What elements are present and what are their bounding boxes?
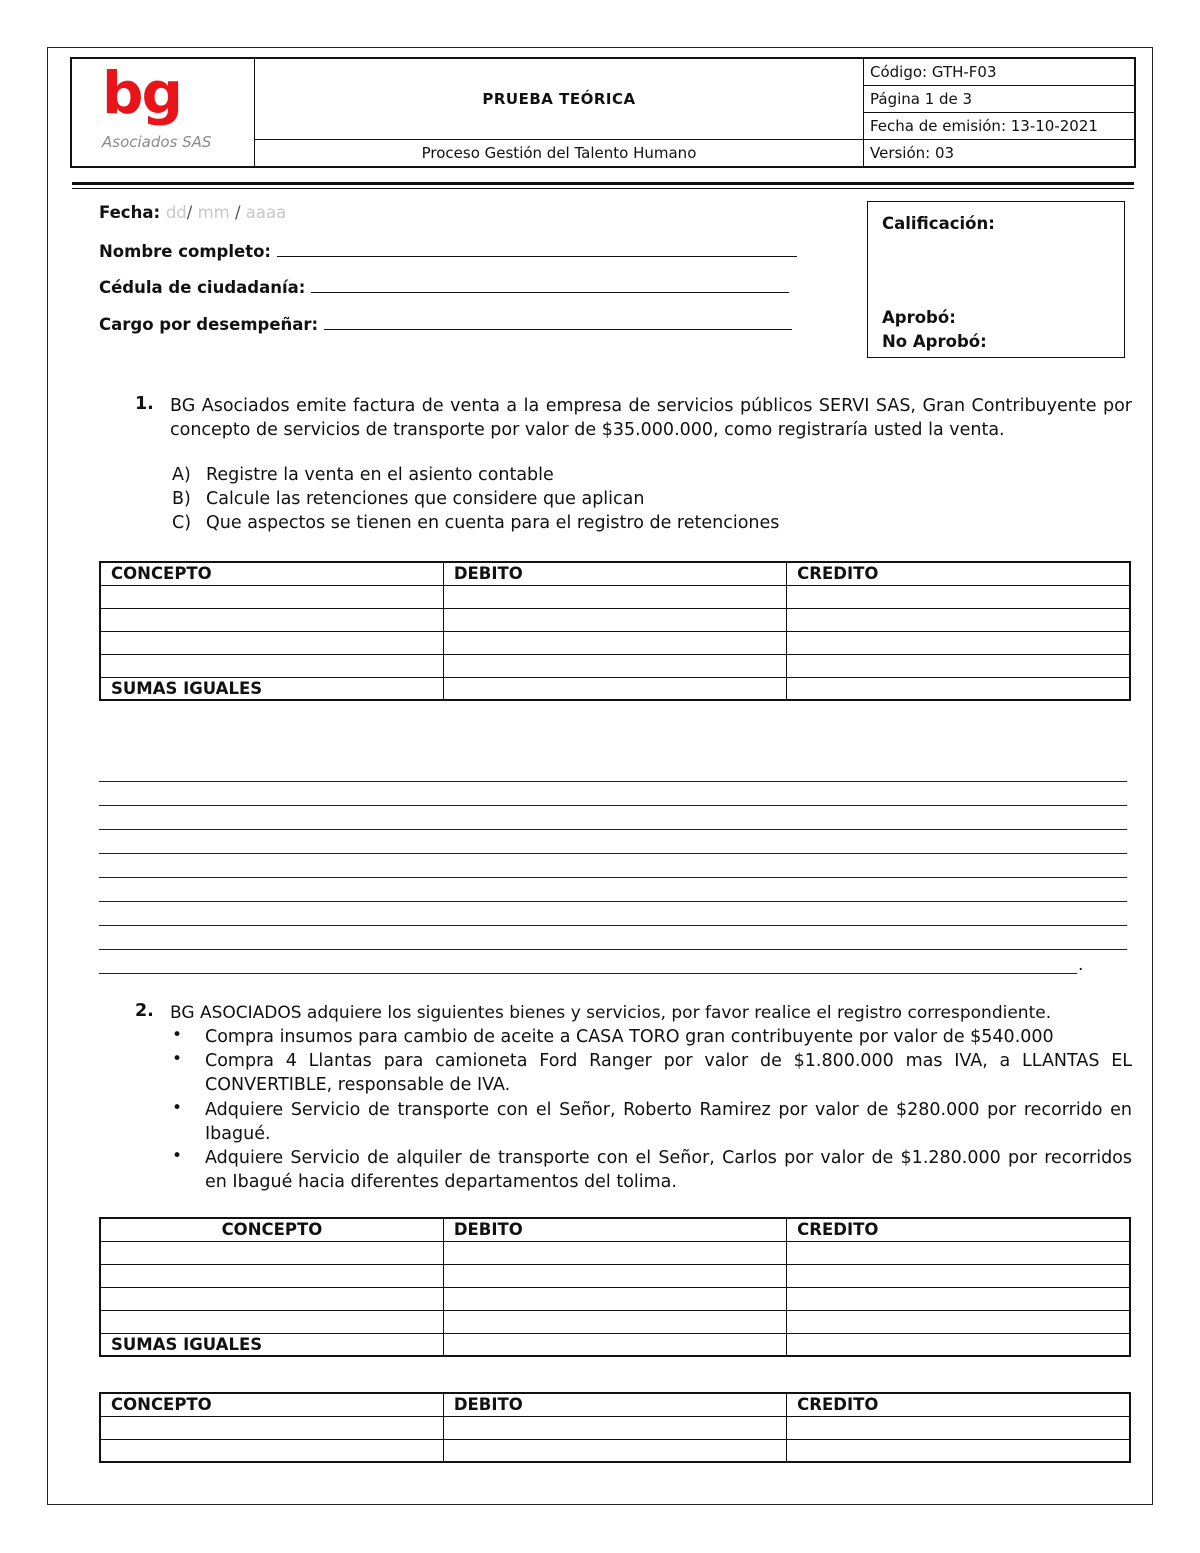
doc-issue-date: Fecha de emisión: 13-10-2021 (864, 113, 1136, 140)
table-row[interactable] (100, 1416, 1130, 1439)
doc-code: Código: GTH-F03 (864, 58, 1136, 86)
answer-line[interactable] (99, 925, 1127, 926)
table-row[interactable] (100, 1310, 1130, 1333)
table-row[interactable] (100, 1287, 1130, 1310)
question-1-number: 1. (135, 394, 154, 414)
id-number-field[interactable] (99, 276, 789, 297)
date-field[interactable]: Fecha: dd/ mm / aaaa (99, 203, 287, 222)
table-header-concepto: CONCEPTO (100, 562, 443, 585)
page-title: PRUEBA TEÓRICA (255, 58, 864, 140)
bullet-icon: • (172, 1049, 183, 1069)
full-name-field[interactable] (99, 240, 797, 261)
grade-label: Calificación: (882, 214, 995, 233)
table-header-concepto: CONCEPTO (100, 1393, 443, 1416)
position-line[interactable] (324, 313, 792, 330)
table-totals-row[interactable] (100, 677, 1130, 700)
answer-line[interactable] (99, 805, 1127, 806)
answer-line[interactable] (99, 949, 1127, 950)
answer-line[interactable] (99, 829, 1127, 830)
grading-box (867, 201, 1125, 358)
table-row[interactable] (100, 1264, 1130, 1287)
id-number-line[interactable] (311, 276, 789, 293)
accounting-table-1 (99, 561, 1131, 701)
date-label: Fecha: (99, 203, 161, 222)
header-rule-thin (72, 188, 1134, 189)
document-header (70, 57, 1136, 168)
bullet-icon: • (172, 1025, 183, 1045)
bullet-icon: • (172, 1098, 183, 1118)
table-header-credito: CREDITO (787, 1393, 1130, 1416)
question-1-option-b: B) Calcule las retenciones que considere que aplican (172, 489, 645, 509)
table-header-credito: CREDITO (787, 1218, 1130, 1241)
question-2-number: 2. (135, 1001, 154, 1021)
header-rule (72, 182, 1134, 185)
id-number-label: Cédula de ciudadanía: (99, 278, 306, 297)
question-1-option-c: C) Que aspectos se tienen en cuenta para el registro de retenciones (172, 513, 780, 533)
process-name: Proceso Gestión del Talento Humano (255, 140, 864, 168)
table-totals-row[interactable] (100, 1333, 1130, 1356)
question-2-item: Adquiere Servicio de alquiler de transporte con el Señor, Carlos por valor de $1.280.000 por recorridos en Ibagué hacia diferentes departamentos del tolima. (205, 1148, 1132, 1192)
table-row[interactable] (100, 1241, 1130, 1264)
logo-subtext: Asociados SAS (102, 133, 212, 151)
bullet-icon: • (172, 1146, 183, 1166)
date-month[interactable]: mm (197, 203, 230, 222)
logo-mark: bg (102, 59, 182, 127)
date-year[interactable]: aaaa (245, 203, 287, 222)
position-label: Cargo por desempeñar: (99, 315, 319, 334)
date-day[interactable]: dd (165, 203, 187, 222)
table-row[interactable] (100, 1439, 1130, 1462)
doc-version: Versión: 03 (864, 140, 1136, 168)
table-header-debito: DEBITO (443, 1218, 786, 1241)
answer-line[interactable] (99, 781, 1127, 782)
answer-line[interactable] (99, 853, 1127, 854)
totals-label: SUMAS IGUALES (100, 677, 443, 700)
accounting-table-2 (99, 1217, 1131, 1357)
question-2-item: Adquiere Servicio de transporte con el Señor, Roberto Ramirez por valor de $280.000 por recorrido en Ibagué. (205, 1100, 1132, 1144)
full-name-label: Nombre completo: (99, 242, 272, 261)
logo (71, 58, 255, 167)
table-row[interactable] (100, 654, 1130, 677)
question-2-item: Compra 4 Llantas para camioneta Ford Ranger por valor de $1.800.000 mas IVA, a LLANTAS EL CONVERTIBLE, responsable de IVA. (205, 1051, 1132, 1095)
question-1-text: BG Asociados emite factura de venta a la empresa de servicios públicos SERVI SAS, Gran Contribuyente por concepto de servicios de transporte por valor de $35.000.000, como registraría usted la venta. (170, 396, 1132, 440)
table-row[interactable] (100, 631, 1130, 654)
answer-line[interactable] (99, 877, 1127, 878)
question-2-item: Compra insumos para cambio de aceite a CASA TORO gran contribuyente por valor de $540.000 (205, 1027, 1054, 1047)
table-row[interactable] (100, 585, 1130, 608)
question-1-option-a: A) Registre la venta en el asiento contable (172, 465, 554, 485)
doc-page: Página 1 de 3 (864, 86, 1136, 113)
table-header-credito: CREDITO (787, 562, 1130, 585)
full-name-line[interactable] (277, 240, 797, 257)
answer-line[interactable] (99, 901, 1127, 902)
accounting-table-3 (99, 1392, 1131, 1463)
not-approved-label: No Aprobó: (882, 332, 987, 351)
position-field[interactable] (99, 313, 792, 334)
totals-label: SUMAS IGUALES (100, 1333, 443, 1356)
table-header-debito: DEBITO (443, 562, 786, 585)
answer-line[interactable] (99, 973, 1077, 974)
table-row[interactable] (100, 608, 1130, 631)
approved-label: Aprobó: (882, 308, 956, 327)
answer-end-mark: . (1078, 955, 1084, 975)
table-header-concepto: CONCEPTO (100, 1218, 443, 1241)
question-2-text: BG ASOCIADOS adquiere los siguientes bienes y servicios, por favor realice el registro correspondiente. (170, 1003, 1052, 1023)
table-header-debito: DEBITO (443, 1393, 786, 1416)
